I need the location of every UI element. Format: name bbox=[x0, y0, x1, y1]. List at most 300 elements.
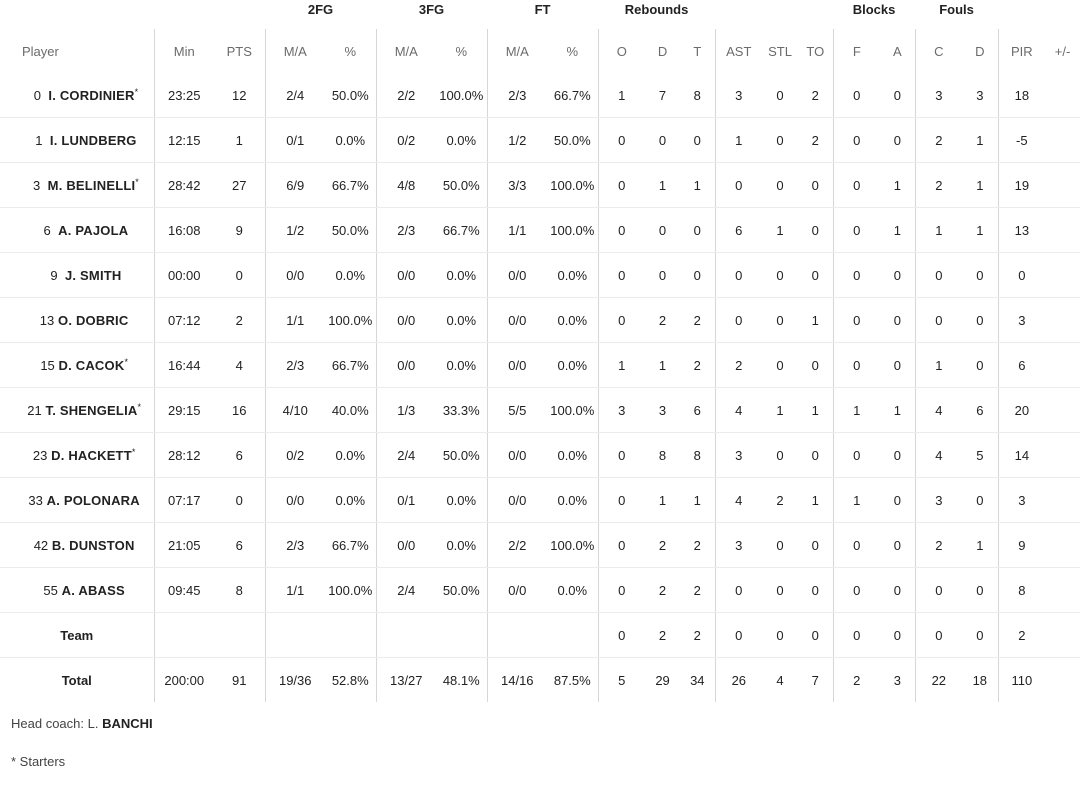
cell-reb-d: 1 bbox=[645, 163, 680, 208]
header-foul-d: D bbox=[975, 43, 985, 59]
cell-plus-minus bbox=[1045, 433, 1080, 478]
cell-2fg-ma: 1/1 bbox=[265, 568, 325, 613]
header-reb-o: O bbox=[598, 29, 645, 73]
cell-ast: 0 bbox=[715, 163, 762, 208]
player-name: T. SHENGELIA bbox=[45, 402, 138, 418]
cell-pts: 0 bbox=[214, 478, 265, 523]
cell-2fg-ma: 0/0 bbox=[265, 253, 325, 298]
player-name: A. ABASS bbox=[61, 582, 125, 598]
cell-reb-t: 2 bbox=[680, 568, 715, 613]
cell-plus-minus bbox=[1045, 568, 1080, 613]
player-cell bbox=[0, 478, 154, 523]
cell-ft-ma: 0/0 bbox=[487, 478, 547, 523]
header-plus-minus: +/- bbox=[1054, 43, 1071, 59]
cell-3fg-pct: 50.0% bbox=[436, 163, 487, 208]
cell-blk-a: 0 bbox=[880, 523, 915, 568]
cell-2fg-pct: 52.8% bbox=[331, 672, 369, 688]
cell-pir: 8 bbox=[998, 568, 1045, 613]
cell-2fg-pct: 100.0% bbox=[325, 298, 376, 343]
cell-3fg-ma: 1/3 bbox=[376, 388, 436, 433]
cell-3fg-ma: 2/3 bbox=[376, 208, 436, 253]
cell-3fg-pct bbox=[436, 613, 487, 658]
cell-reb-t: 8 bbox=[680, 433, 715, 478]
cell-min: 09:45 bbox=[154, 568, 214, 613]
player-name: I. LUNDBERG bbox=[49, 132, 137, 148]
player-number: 1 bbox=[35, 132, 43, 148]
cell-blk-f: 0 bbox=[833, 118, 880, 163]
cell-foul-c: 0 bbox=[915, 298, 962, 343]
cell-blk-a: 0 bbox=[880, 433, 915, 478]
group-blocks: Blocks bbox=[852, 2, 896, 17]
group-ft: FT bbox=[534, 2, 551, 17]
cell-blk-f: 0 bbox=[833, 73, 880, 118]
cell-3fg-ma bbox=[376, 613, 436, 658]
cell-pts: 6 bbox=[214, 433, 265, 478]
player-name: D. CACOK bbox=[58, 357, 125, 373]
header-3fg-pct: % bbox=[455, 43, 468, 59]
cell-blk-a: 1 bbox=[880, 208, 915, 253]
head-coach-name: BANCHI bbox=[102, 716, 153, 731]
cell-min: 200:00 bbox=[154, 658, 214, 703]
head-coach-label: Head coach: bbox=[11, 716, 84, 731]
player-number: 15 bbox=[40, 357, 55, 373]
cell-2fg-pct: 50.0% bbox=[325, 73, 376, 118]
cell-ast: 4 bbox=[715, 478, 762, 523]
header-2fg-pct: % bbox=[344, 43, 357, 59]
header-pir: PIR bbox=[998, 29, 1045, 73]
header-2fg-ma: M/A bbox=[265, 29, 325, 73]
cell-reb-o: 0 bbox=[598, 478, 645, 523]
cell-2fg-pct: 0.0% bbox=[325, 433, 376, 478]
cell-blk-a: 0 bbox=[880, 343, 915, 388]
group-3fg: 3FG bbox=[418, 2, 445, 17]
cell-reb-t: 1 bbox=[680, 478, 715, 523]
cell-pts: 12 bbox=[214, 73, 265, 118]
cell-min: 23:25 bbox=[154, 73, 214, 118]
cell-min: 28:12 bbox=[154, 433, 214, 478]
cell-foul-d: 0 bbox=[962, 343, 998, 388]
cell-3fg-pct: 0.0% bbox=[436, 478, 487, 523]
cell-foul-d: 1 bbox=[962, 118, 998, 163]
cell-stl: 0 bbox=[762, 118, 798, 163]
header-blk-f: F bbox=[833, 29, 880, 73]
cell-ft-pct: 100.0% bbox=[547, 523, 598, 568]
starter-mark: * bbox=[134, 86, 139, 97]
player-row bbox=[0, 253, 1080, 298]
cell-pts: 0 bbox=[214, 253, 265, 298]
cell-reb-t: 2 bbox=[680, 298, 715, 343]
cell-pir: 9 bbox=[998, 523, 1045, 568]
player-number: 9 bbox=[50, 267, 58, 283]
cell-ast: 26 bbox=[715, 658, 762, 703]
cell-min: 00:00 bbox=[154, 253, 214, 298]
player-number: 33 bbox=[28, 492, 43, 508]
cell-blk-f: 0 bbox=[833, 433, 880, 478]
player-name: A. PAJOLA bbox=[58, 222, 129, 238]
cell-ft-pct: 100.0% bbox=[547, 208, 598, 253]
cell-blk-f: 1 bbox=[833, 388, 880, 433]
cell-stl: 0 bbox=[762, 163, 798, 208]
header-foul-c: C bbox=[915, 29, 962, 73]
cell-3fg-pct: 0.0% bbox=[436, 253, 487, 298]
cell-reb-o: 0 bbox=[598, 568, 645, 613]
player-row bbox=[0, 118, 1080, 163]
cell-2fg-ma: 0/0 bbox=[265, 478, 325, 523]
total-label: Total bbox=[61, 672, 92, 688]
cell-reb-o: 0 bbox=[598, 208, 645, 253]
cell-to: 0 bbox=[798, 523, 833, 568]
cell-2fg-pct: 40.0% bbox=[325, 388, 376, 433]
player-cell bbox=[0, 523, 154, 568]
header-blk-a: A bbox=[892, 43, 902, 59]
cell-ft-pct: 87.5% bbox=[553, 672, 591, 688]
player-number: 42 bbox=[33, 537, 49, 553]
cell-reb-d: 0 bbox=[645, 253, 680, 298]
cell-reb-o: 1 bbox=[598, 343, 645, 388]
cell-ft-ma: 0/0 bbox=[487, 298, 547, 343]
cell-ft-pct: 0.0% bbox=[547, 253, 598, 298]
cell-3fg-ma: 0/0 bbox=[376, 523, 436, 568]
cell-3fg-pct: 48.1% bbox=[442, 672, 480, 688]
cell-pts: 1 bbox=[214, 118, 265, 163]
player-number: 0 bbox=[33, 87, 41, 103]
cell-ft-ma: 0/0 bbox=[487, 568, 547, 613]
player-row bbox=[0, 163, 1080, 208]
starter-mark: * bbox=[137, 401, 141, 412]
cell-ft-pct: 66.7% bbox=[547, 73, 598, 118]
cell-reb-t: 2 bbox=[680, 613, 715, 658]
player-number: 21 bbox=[27, 402, 42, 418]
cell-3fg-ma: 2/2 bbox=[376, 73, 436, 118]
player-cell bbox=[0, 343, 154, 388]
cell-foul-d: 0 bbox=[962, 613, 998, 658]
cell-2fg-pct: 0.0% bbox=[325, 253, 376, 298]
cell-plus-minus bbox=[1045, 478, 1080, 523]
cell-3fg-pct: 66.7% bbox=[436, 208, 487, 253]
cell-ft-ma: 1/2 bbox=[487, 118, 547, 163]
cell-reb-d: 0 bbox=[645, 208, 680, 253]
cell-reb-t: 34 bbox=[690, 672, 705, 688]
cell-blk-f: 1 bbox=[833, 478, 880, 523]
cell-2fg-ma: 1/1 bbox=[265, 298, 325, 343]
cell-foul-d: 0 bbox=[962, 478, 998, 523]
cell-to: 0 bbox=[798, 433, 833, 478]
cell-reb-o: 0 bbox=[598, 523, 645, 568]
cell-blk-a: 0 bbox=[880, 568, 915, 613]
cell-pts: 8 bbox=[214, 568, 265, 613]
cell-to: 0 bbox=[798, 163, 833, 208]
cell-reb-t: 1 bbox=[680, 163, 715, 208]
cell-2fg-ma: 4/10 bbox=[265, 388, 325, 433]
cell-ft-pct bbox=[547, 613, 598, 658]
cell-reb-o: 0 bbox=[598, 298, 645, 343]
header-ft-ma: M/A bbox=[487, 29, 547, 73]
header-ft-pct: % bbox=[566, 43, 579, 59]
cell-reb-t: 8 bbox=[680, 73, 715, 118]
cell-pts bbox=[214, 613, 265, 658]
cell-to: 0 bbox=[798, 343, 833, 388]
cell-plus-minus bbox=[1045, 613, 1080, 658]
cell-ft-pct: 0.0% bbox=[547, 478, 598, 523]
starter-mark: * bbox=[135, 176, 139, 187]
cell-pts: 9 bbox=[214, 208, 265, 253]
cell-3fg-pct: 50.0% bbox=[436, 568, 487, 613]
cell-ft-ma: 14/16 bbox=[487, 658, 547, 703]
cell-min: 21:05 bbox=[154, 523, 214, 568]
header-reb-d: D bbox=[657, 43, 668, 59]
cell-foul-d: 6 bbox=[962, 388, 998, 433]
cell-plus-minus bbox=[1045, 343, 1080, 388]
cell-2fg-ma: 2/3 bbox=[265, 523, 325, 568]
cell-ft-ma: 3/3 bbox=[487, 163, 547, 208]
team-row bbox=[0, 613, 1080, 658]
cell-reb-d: 2 bbox=[645, 613, 680, 658]
total-row bbox=[0, 658, 1080, 703]
cell-plus-minus bbox=[1045, 658, 1080, 703]
cell-reb-d: 1 bbox=[645, 343, 680, 388]
cell-reb-o: 0 bbox=[598, 163, 645, 208]
cell-blk-a: 0 bbox=[880, 478, 915, 523]
header-ast: AST bbox=[715, 29, 762, 73]
cell-blk-f: 0 bbox=[833, 298, 880, 343]
cell-2fg-pct: 66.7% bbox=[325, 163, 376, 208]
cell-to: 0 bbox=[798, 208, 833, 253]
cell-pir: 20 bbox=[998, 388, 1045, 433]
cell-reb-d: 2 bbox=[645, 298, 680, 343]
cell-pts: 27 bbox=[214, 163, 265, 208]
cell-2fg-ma: 0/1 bbox=[265, 118, 325, 163]
starter-mark: * bbox=[124, 356, 128, 367]
cell-3fg-ma: 0/0 bbox=[376, 298, 436, 343]
player-row bbox=[0, 478, 1080, 523]
cell-ast: 0 bbox=[715, 568, 762, 613]
player-cell bbox=[0, 118, 154, 163]
cell-foul-d: 1 bbox=[962, 523, 998, 568]
cell-ft-ma: 1/1 bbox=[487, 208, 547, 253]
cell-blk-f: 0 bbox=[833, 343, 880, 388]
cell-foul-d: 1 bbox=[962, 208, 998, 253]
player-name: D. HACKETT bbox=[51, 447, 132, 463]
cell-ft-pct: 0.0% bbox=[547, 343, 598, 388]
cell-3fg-ma: 4/8 bbox=[376, 163, 436, 208]
player-name: B. DUNSTON bbox=[51, 537, 135, 553]
player-number: 23 bbox=[32, 447, 48, 463]
cell-blk-f: 0 bbox=[833, 568, 880, 613]
cell-pir: 14 bbox=[998, 433, 1045, 478]
cell-blk-a: 1 bbox=[880, 388, 915, 433]
head-coach-initial: L. bbox=[87, 716, 99, 731]
column-header-row bbox=[0, 29, 1080, 73]
cell-ft-ma: 5/5 bbox=[487, 388, 547, 433]
cell-ast: 1 bbox=[715, 118, 762, 163]
cell-blk-f: 0 bbox=[833, 208, 880, 253]
cell-2fg-ma: 19/36 bbox=[265, 658, 325, 703]
cell-ast: 2 bbox=[715, 343, 762, 388]
player-cell bbox=[0, 208, 154, 253]
cell-ft-ma: 2/2 bbox=[487, 523, 547, 568]
cell-2fg-pct: 0.0% bbox=[325, 478, 376, 523]
cell-pir: 13 bbox=[998, 208, 1045, 253]
cell-reb-d: 1 bbox=[645, 478, 680, 523]
cell-ft-ma: 0/0 bbox=[487, 343, 547, 388]
cell-ft-ma: 2/3 bbox=[487, 73, 547, 118]
cell-pts: 16 bbox=[214, 388, 265, 433]
cell-foul-c: 0 bbox=[915, 253, 962, 298]
cell-3fg-ma: 0/1 bbox=[376, 478, 436, 523]
cell-foul-d: 5 bbox=[962, 433, 998, 478]
header-to: TO bbox=[806, 43, 825, 59]
cell-3fg-ma: 0/2 bbox=[376, 118, 436, 163]
cell-pir: -5 bbox=[998, 118, 1045, 163]
cell-to: 0 bbox=[798, 253, 833, 298]
cell-foul-d: 0 bbox=[962, 568, 998, 613]
cell-blk-f: 0 bbox=[833, 613, 880, 658]
cell-to: 2 bbox=[798, 73, 833, 118]
player-row bbox=[0, 73, 1080, 118]
cell-reb-o: 3 bbox=[598, 388, 645, 433]
cell-foul-d: 3 bbox=[962, 73, 998, 118]
player-row bbox=[0, 388, 1080, 433]
team-label: Team bbox=[0, 613, 154, 658]
cell-3fg-pct: 0.0% bbox=[436, 343, 487, 388]
cell-ft-pct: 0.0% bbox=[547, 568, 598, 613]
cell-plus-minus bbox=[1045, 253, 1080, 298]
player-row bbox=[0, 523, 1080, 568]
cell-stl: 1 bbox=[762, 388, 798, 433]
cell-foul-d: 0 bbox=[962, 298, 998, 343]
cell-ft-ma bbox=[487, 613, 547, 658]
player-cell bbox=[0, 433, 154, 478]
cell-foul-d: 18 bbox=[972, 672, 988, 688]
group-fouls: Fouls bbox=[939, 2, 974, 17]
cell-ast: 3 bbox=[715, 523, 762, 568]
cell-blk-f: 0 bbox=[833, 253, 880, 298]
player-cell bbox=[0, 253, 154, 298]
cell-blk-f: 0 bbox=[833, 163, 880, 208]
cell-plus-minus bbox=[1045, 298, 1080, 343]
cell-reb-t: 2 bbox=[680, 523, 715, 568]
cell-reb-o: 0 bbox=[598, 118, 645, 163]
cell-to: 2 bbox=[798, 118, 833, 163]
cell-ft-pct: 0.0% bbox=[547, 433, 598, 478]
player-number: 6 bbox=[43, 222, 51, 238]
cell-2fg-pct: 50.0% bbox=[325, 208, 376, 253]
cell-3fg-ma: 0/0 bbox=[376, 253, 436, 298]
cell-stl: 0 bbox=[762, 433, 798, 478]
cell-plus-minus bbox=[1045, 208, 1080, 253]
cell-2fg-pct bbox=[325, 613, 376, 658]
player-row bbox=[0, 208, 1080, 253]
cell-3fg-pct: 0.0% bbox=[436, 298, 487, 343]
cell-ft-pct: 100.0% bbox=[547, 388, 598, 433]
cell-min: 07:12 bbox=[154, 298, 214, 343]
cell-pir: 0 bbox=[998, 253, 1045, 298]
cell-reb-d: 3 bbox=[645, 388, 680, 433]
cell-reb-o: 0 bbox=[598, 433, 645, 478]
player-cell bbox=[0, 388, 154, 433]
player-row bbox=[0, 343, 1080, 388]
cell-min: 07:17 bbox=[154, 478, 214, 523]
cell-reb-d: 7 bbox=[645, 73, 680, 118]
cell-3fg-pct: 0.0% bbox=[436, 523, 487, 568]
cell-3fg-ma: 13/27 bbox=[376, 658, 436, 703]
cell-foul-c: 4 bbox=[915, 388, 962, 433]
cell-stl: 0 bbox=[762, 73, 798, 118]
cell-ft-pct: 0.0% bbox=[547, 298, 598, 343]
cell-to: 0 bbox=[798, 568, 833, 613]
cell-ast: 0 bbox=[715, 613, 762, 658]
cell-min: 28:42 bbox=[154, 163, 214, 208]
cell-blk-a: 0 bbox=[880, 73, 915, 118]
cell-stl: 0 bbox=[762, 343, 798, 388]
cell-plus-minus bbox=[1045, 523, 1080, 568]
cell-ast: 3 bbox=[715, 433, 762, 478]
cell-reb-t: 2 bbox=[680, 343, 715, 388]
cell-2fg-pct: 66.7% bbox=[325, 523, 376, 568]
cell-foul-c: 1 bbox=[915, 208, 962, 253]
cell-stl: 0 bbox=[762, 523, 798, 568]
player-name: J. SMITH bbox=[65, 267, 122, 283]
cell-foul-c: 22 bbox=[915, 658, 962, 703]
cell-pts: 6 bbox=[214, 523, 265, 568]
cell-ft-ma: 0/0 bbox=[487, 433, 547, 478]
cell-to: 1 bbox=[798, 298, 833, 343]
cell-to: 1 bbox=[798, 478, 833, 523]
header-pts: PTS bbox=[226, 43, 252, 59]
cell-3fg-pct: 50.0% bbox=[436, 433, 487, 478]
cell-blk-a: 0 bbox=[880, 118, 915, 163]
cell-min bbox=[154, 613, 214, 658]
player-row bbox=[0, 298, 1080, 343]
cell-pts: 91 bbox=[232, 672, 247, 688]
cell-to: 0 bbox=[798, 613, 833, 658]
cell-pir: 2 bbox=[998, 613, 1045, 658]
cell-reb-t: 0 bbox=[680, 118, 715, 163]
cell-foul-d: 0 bbox=[962, 253, 998, 298]
cell-stl: 0 bbox=[762, 298, 798, 343]
cell-reb-d: 29 bbox=[655, 672, 670, 688]
cell-blk-f: 0 bbox=[833, 523, 880, 568]
starter-mark: * bbox=[131, 446, 136, 457]
cell-plus-minus bbox=[1045, 388, 1080, 433]
cell-pts: 4 bbox=[214, 343, 265, 388]
player-cell bbox=[0, 163, 154, 208]
cell-reb-d: 0 bbox=[645, 118, 680, 163]
cell-3fg-pct: 33.3% bbox=[436, 388, 487, 433]
cell-reb-t: 0 bbox=[680, 208, 715, 253]
cell-pir: 110 bbox=[998, 658, 1045, 703]
cell-pir: 19 bbox=[998, 163, 1045, 208]
cell-stl: 1 bbox=[762, 208, 798, 253]
cell-blk-a: 0 bbox=[880, 253, 915, 298]
cell-foul-c: 1 bbox=[915, 343, 962, 388]
cell-reb-d: 2 bbox=[645, 568, 680, 613]
player-number: 55 bbox=[43, 582, 58, 598]
cell-min: 16:08 bbox=[154, 208, 214, 253]
cell-pir: 18 bbox=[998, 73, 1045, 118]
cell-to: 7 bbox=[811, 672, 819, 688]
header-min: Min bbox=[154, 29, 214, 73]
cell-foul-c: 0 bbox=[915, 568, 962, 613]
player-cell bbox=[0, 298, 154, 343]
player-cell bbox=[0, 73, 154, 118]
group-rebounds: Rebounds bbox=[624, 2, 689, 17]
cell-2fg-ma: 6/9 bbox=[265, 163, 325, 208]
cell-ast: 0 bbox=[715, 253, 762, 298]
cell-ast: 4 bbox=[715, 388, 762, 433]
cell-2fg-pct: 0.0% bbox=[325, 118, 376, 163]
player-row bbox=[0, 433, 1080, 478]
